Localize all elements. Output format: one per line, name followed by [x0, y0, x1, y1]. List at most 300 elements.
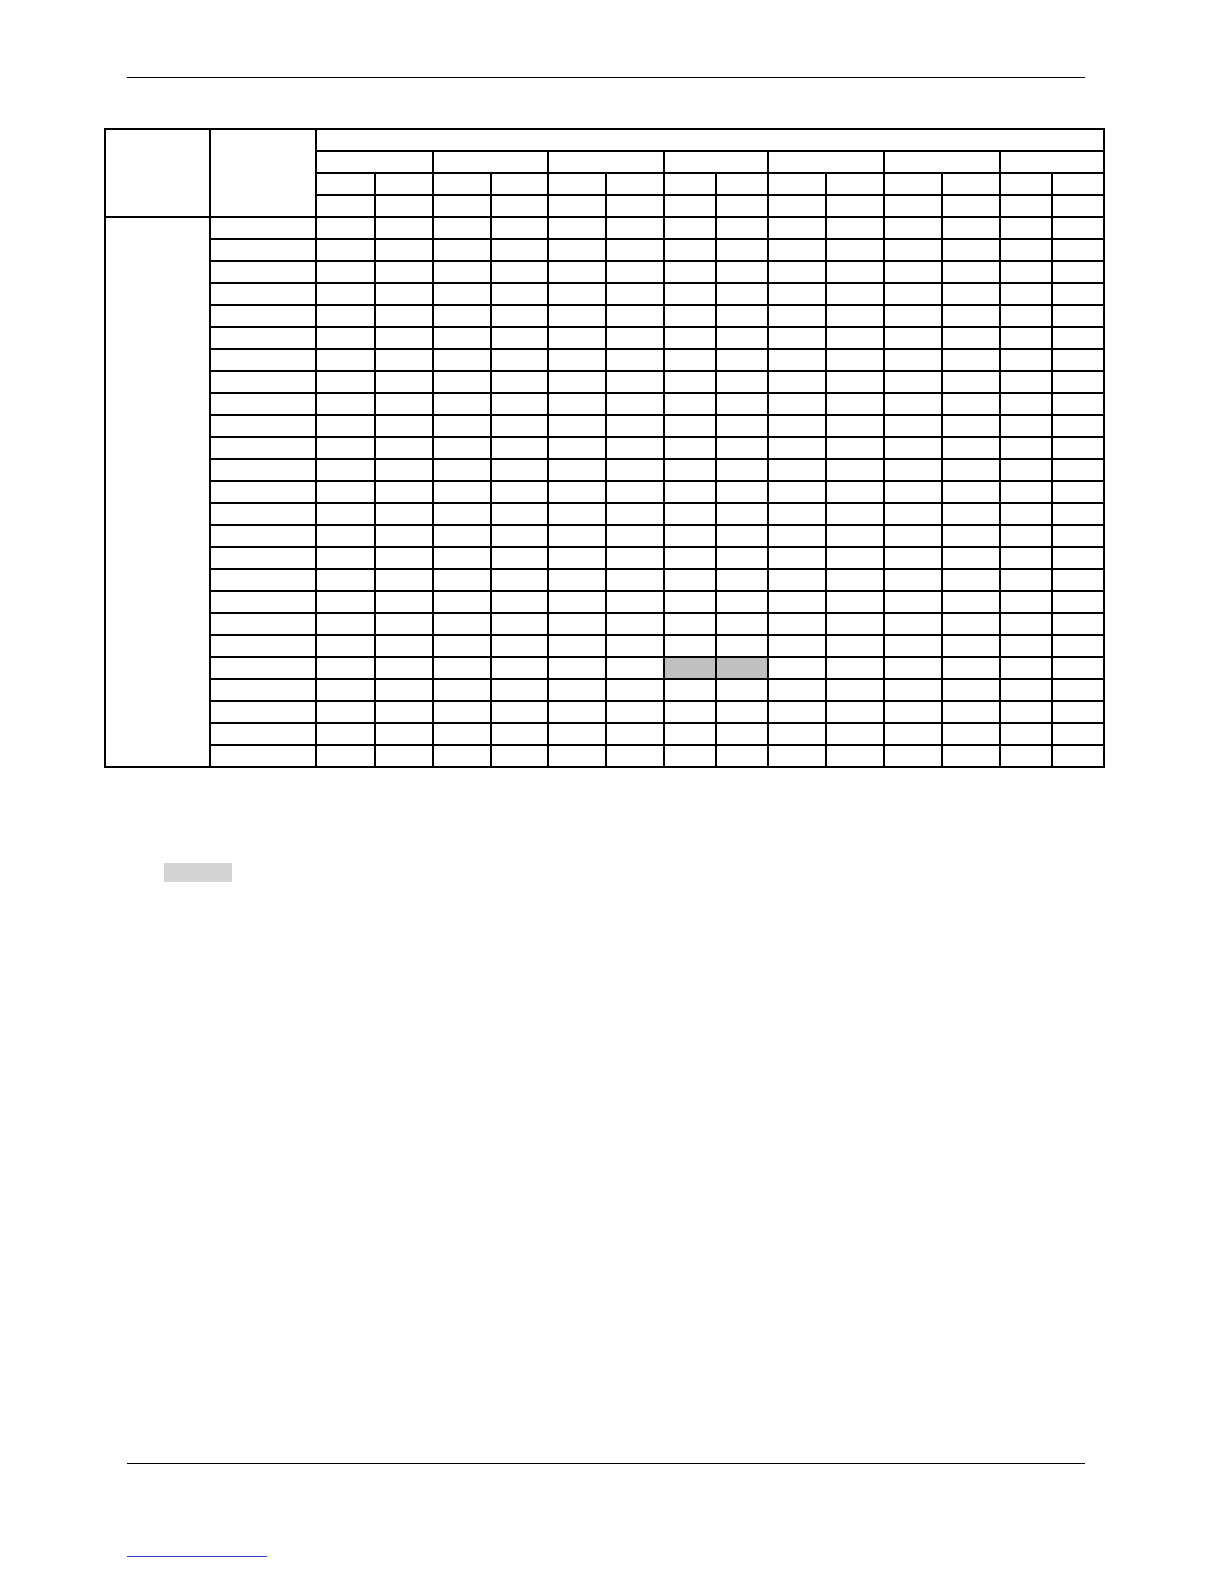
table-cell	[606, 217, 664, 239]
table-cell	[826, 349, 884, 371]
table-cell	[491, 261, 548, 283]
table-body	[105, 129, 1104, 767]
table-cell	[375, 371, 433, 393]
table-cell	[491, 481, 548, 503]
header-cell	[664, 173, 716, 195]
header-corner-cell	[105, 129, 210, 217]
table-cell	[942, 217, 1000, 239]
table-cell	[375, 217, 433, 239]
table-cell	[606, 393, 664, 415]
table-cell	[664, 393, 716, 415]
table-cell	[768, 305, 826, 327]
table-cell	[768, 437, 826, 459]
table-cell	[664, 327, 716, 349]
table-cell	[1052, 217, 1104, 239]
table-cell	[491, 701, 548, 723]
header-cell	[375, 195, 433, 217]
table-cell	[433, 459, 491, 481]
table-cell	[1052, 437, 1104, 459]
row-label-cell	[210, 745, 316, 767]
table-cell	[716, 679, 768, 701]
table-cell	[606, 679, 664, 701]
row-label-cell	[210, 305, 316, 327]
header-subgroup-cell	[768, 151, 884, 173]
table-row	[105, 283, 1104, 305]
table-cell	[716, 437, 768, 459]
table-cell	[1000, 261, 1052, 283]
table-cell	[664, 635, 716, 657]
table-cell	[606, 459, 664, 481]
table-cell	[664, 679, 716, 701]
table-cell	[1052, 481, 1104, 503]
table-cell	[942, 591, 1000, 613]
table-cell	[491, 723, 548, 745]
table-cell	[884, 613, 942, 635]
table-cell	[1000, 327, 1052, 349]
table-cell	[316, 745, 375, 767]
table-cell	[716, 723, 768, 745]
table-cell	[548, 569, 606, 591]
table-cell	[548, 371, 606, 393]
row-label-cell	[210, 437, 316, 459]
table-cell	[316, 723, 375, 745]
table-cell	[884, 371, 942, 393]
table-cell	[491, 437, 548, 459]
table-cell	[433, 745, 491, 767]
table-row	[105, 217, 1104, 239]
table-cell	[548, 745, 606, 767]
table-cell	[491, 217, 548, 239]
table-cell	[433, 679, 491, 701]
table-cell	[433, 701, 491, 723]
table-cell	[1000, 569, 1052, 591]
table-cell	[433, 591, 491, 613]
table-cell	[1052, 657, 1104, 679]
table-cell	[433, 371, 491, 393]
table-cell	[433, 657, 491, 679]
table-cell	[664, 569, 716, 591]
table-cell	[716, 393, 768, 415]
table-cell	[375, 547, 433, 569]
table-cell	[826, 415, 884, 437]
footer-rule	[127, 1463, 1085, 1464]
table-cell	[491, 239, 548, 261]
table-cell	[884, 679, 942, 701]
header-cell	[548, 195, 606, 217]
table-cell	[884, 503, 942, 525]
table-row	[105, 591, 1104, 613]
table-cell	[664, 283, 716, 305]
table-cell	[768, 503, 826, 525]
header-cell	[884, 195, 942, 217]
table-cell	[884, 393, 942, 415]
table-cell	[1052, 327, 1104, 349]
table-cell	[548, 701, 606, 723]
table-cell	[316, 701, 375, 723]
table-cell	[826, 327, 884, 349]
header-group-cell	[316, 129, 1104, 151]
table-cell	[768, 415, 826, 437]
table-cell	[548, 327, 606, 349]
table-row	[105, 349, 1104, 371]
data-table	[104, 128, 1105, 768]
table-cell	[316, 679, 375, 701]
table-cell	[664, 591, 716, 613]
table-cell	[375, 415, 433, 437]
table-cell	[316, 613, 375, 635]
row-label-cell	[210, 459, 316, 481]
table-cell	[433, 283, 491, 305]
table-cell	[375, 503, 433, 525]
table-cell	[826, 679, 884, 701]
table-cell	[942, 393, 1000, 415]
table-cell	[433, 613, 491, 635]
header-subgroup-cell	[1000, 151, 1104, 173]
table-cell	[884, 217, 942, 239]
table-cell-shaded	[664, 657, 716, 679]
header-cell	[606, 195, 664, 217]
header-cell	[716, 173, 768, 195]
table-cell	[826, 635, 884, 657]
table-cell	[768, 459, 826, 481]
table-cell	[884, 745, 942, 767]
table-cell	[716, 283, 768, 305]
table-cell	[768, 393, 826, 415]
header-subgroup-cell	[316, 151, 433, 173]
table-cell	[826, 239, 884, 261]
table-cell	[942, 503, 1000, 525]
table-row	[105, 261, 1104, 283]
table-cell	[664, 701, 716, 723]
table-cell	[491, 569, 548, 591]
table-row	[105, 503, 1104, 525]
table-cell	[884, 481, 942, 503]
row-label-cell	[210, 239, 316, 261]
table-cell	[768, 657, 826, 679]
table-cell	[716, 459, 768, 481]
table-cell	[768, 723, 826, 745]
table-cell	[716, 261, 768, 283]
table-cell	[884, 239, 942, 261]
table-cell	[491, 459, 548, 481]
table-cell	[316, 591, 375, 613]
table-cell	[884, 415, 942, 437]
table-cell	[491, 393, 548, 415]
table-cell	[942, 679, 1000, 701]
table-cell	[1052, 701, 1104, 723]
row-label-cell	[210, 481, 316, 503]
table-cell	[316, 415, 375, 437]
table-row	[105, 547, 1104, 569]
table-cell	[1000, 547, 1052, 569]
table-cell	[433, 569, 491, 591]
table-cell	[1000, 393, 1052, 415]
table-cell	[1052, 591, 1104, 613]
table-row	[105, 415, 1104, 437]
table-cell	[826, 437, 884, 459]
table-cell	[768, 525, 826, 547]
table-row	[105, 635, 1104, 657]
header-cell	[433, 173, 491, 195]
table-cell	[942, 481, 1000, 503]
table-cell	[375, 723, 433, 745]
table-cell	[375, 305, 433, 327]
row-label-cell	[210, 569, 316, 591]
table-cell	[716, 217, 768, 239]
table-row	[105, 525, 1104, 547]
table-cell	[548, 679, 606, 701]
row-group-cell	[105, 217, 210, 767]
table-cell	[942, 701, 1000, 723]
table-cell	[375, 481, 433, 503]
table-cell	[768, 745, 826, 767]
table-cell	[716, 371, 768, 393]
table-cell	[491, 415, 548, 437]
table-cell	[433, 305, 491, 327]
table-cell	[826, 393, 884, 415]
table-cell	[491, 547, 548, 569]
table-cell	[548, 635, 606, 657]
table-cell	[942, 239, 1000, 261]
header-subgroup-cell	[433, 151, 548, 173]
header-cell	[768, 195, 826, 217]
table-row	[105, 481, 1104, 503]
table-cell	[491, 349, 548, 371]
table-cell	[316, 657, 375, 679]
table-cell	[826, 525, 884, 547]
table-cell	[768, 239, 826, 261]
table-cell	[316, 525, 375, 547]
header-subgroup-cell	[664, 151, 768, 173]
table-cell	[548, 393, 606, 415]
table-cell	[768, 701, 826, 723]
table-cell	[491, 503, 548, 525]
table-cell	[884, 327, 942, 349]
table-cell	[433, 481, 491, 503]
table-cell	[606, 261, 664, 283]
row-label-cell	[210, 217, 316, 239]
row-label-cell	[210, 283, 316, 305]
table-cell	[606, 503, 664, 525]
table-row	[105, 305, 1104, 327]
table-cell	[548, 239, 606, 261]
table-cell	[316, 481, 375, 503]
table-cell	[316, 239, 375, 261]
header-cell	[826, 173, 884, 195]
table-cell	[716, 701, 768, 723]
table-cell	[1000, 635, 1052, 657]
table-cell	[826, 569, 884, 591]
table-cell	[1000, 283, 1052, 305]
table-cell	[1000, 613, 1052, 635]
table-cell	[606, 283, 664, 305]
table-cell	[548, 261, 606, 283]
table-cell	[1052, 415, 1104, 437]
table-row	[105, 239, 1104, 261]
table-cell	[1000, 701, 1052, 723]
table-cell	[884, 547, 942, 569]
table-cell	[716, 481, 768, 503]
header-cell	[375, 173, 433, 195]
header-subgroup-cell	[884, 151, 1000, 173]
table-cell	[1000, 745, 1052, 767]
table-cell	[768, 481, 826, 503]
table-cell	[606, 525, 664, 547]
header-cell	[316, 195, 375, 217]
highlighted-text-block	[164, 863, 232, 882]
header-cell	[942, 173, 1000, 195]
row-label-cell	[210, 591, 316, 613]
table-cell	[768, 261, 826, 283]
table-cell	[664, 239, 716, 261]
table-row	[105, 393, 1104, 415]
table-cell	[491, 635, 548, 657]
table-cell	[375, 679, 433, 701]
table-cell	[1052, 283, 1104, 305]
table-cell	[942, 745, 1000, 767]
table-cell	[664, 437, 716, 459]
table-cell	[433, 437, 491, 459]
table-cell	[942, 415, 1000, 437]
table-cell	[548, 283, 606, 305]
table-cell	[826, 745, 884, 767]
table-cell	[1000, 371, 1052, 393]
table-cell	[548, 547, 606, 569]
table-cell	[433, 261, 491, 283]
table-cell	[316, 503, 375, 525]
row-label-cell	[210, 393, 316, 415]
table-cell	[316, 283, 375, 305]
table-cell	[716, 349, 768, 371]
table-cell	[942, 635, 1000, 657]
table-cell	[716, 415, 768, 437]
table-cell	[826, 657, 884, 679]
table-cell	[606, 723, 664, 745]
table-cell	[375, 591, 433, 613]
table-cell	[1000, 723, 1052, 745]
table-cell	[1052, 745, 1104, 767]
table-cell	[942, 723, 1000, 745]
table-cell	[433, 547, 491, 569]
table-cell	[716, 547, 768, 569]
table-cell	[491, 657, 548, 679]
table-cell	[548, 415, 606, 437]
table-cell	[664, 547, 716, 569]
table-cell	[768, 327, 826, 349]
table-cell	[768, 283, 826, 305]
table-cell	[884, 459, 942, 481]
table-cell	[1000, 481, 1052, 503]
table-cell	[1052, 613, 1104, 635]
table-cell	[433, 723, 491, 745]
table-cell	[433, 327, 491, 349]
table-cell	[606, 613, 664, 635]
table-cell	[548, 613, 606, 635]
table-cell	[375, 283, 433, 305]
table-cell	[316, 327, 375, 349]
table-cell	[884, 591, 942, 613]
row-label-cell	[210, 525, 316, 547]
table-cell	[664, 261, 716, 283]
table-cell	[316, 217, 375, 239]
table-cell	[768, 349, 826, 371]
footer-link[interactable]	[127, 1556, 267, 1557]
table-cell	[433, 349, 491, 371]
table-cell	[1000, 415, 1052, 437]
table-cell	[826, 503, 884, 525]
table-row	[105, 613, 1104, 635]
header-cell	[1000, 173, 1052, 195]
row-label-cell	[210, 349, 316, 371]
table-cell	[664, 481, 716, 503]
table-cell	[491, 327, 548, 349]
table-cell	[548, 503, 606, 525]
table-cell	[826, 305, 884, 327]
table-cell	[664, 723, 716, 745]
table-cell	[942, 283, 1000, 305]
table-cell	[433, 239, 491, 261]
table-cell	[606, 591, 664, 613]
table-cell	[716, 569, 768, 591]
table-cell	[768, 591, 826, 613]
header-cell	[716, 195, 768, 217]
header-cell	[491, 195, 548, 217]
row-label-cell	[210, 701, 316, 723]
table-cell	[433, 415, 491, 437]
table-cell	[768, 371, 826, 393]
table-cell	[768, 569, 826, 591]
header-row	[105, 129, 1104, 151]
table-cell	[1052, 503, 1104, 525]
table-cell	[316, 569, 375, 591]
table-cell	[606, 349, 664, 371]
table-cell	[768, 635, 826, 657]
table-cell	[1052, 569, 1104, 591]
table-cell	[884, 437, 942, 459]
table-cell	[716, 503, 768, 525]
table-cell	[826, 283, 884, 305]
table-cell	[716, 591, 768, 613]
table-cell	[491, 283, 548, 305]
table-cell	[942, 525, 1000, 547]
table-cell	[942, 613, 1000, 635]
table-cell	[606, 437, 664, 459]
row-label-cell	[210, 415, 316, 437]
header-cell	[768, 173, 826, 195]
table-cell	[664, 459, 716, 481]
table-cell	[664, 217, 716, 239]
table-row	[105, 437, 1104, 459]
table-cell	[316, 393, 375, 415]
table-cell	[884, 525, 942, 547]
table-cell	[375, 437, 433, 459]
table-cell	[375, 569, 433, 591]
table-cell	[942, 327, 1000, 349]
table-cell	[316, 261, 375, 283]
table-row	[105, 569, 1104, 591]
table-cell	[1052, 547, 1104, 569]
table-row	[105, 459, 1104, 481]
table-cell	[664, 371, 716, 393]
table-cell	[942, 547, 1000, 569]
row-label-cell	[210, 327, 316, 349]
table-cell	[664, 745, 716, 767]
table-cell	[375, 393, 433, 415]
table-cell	[606, 635, 664, 657]
table-cell	[1000, 591, 1052, 613]
row-label-cell	[210, 503, 316, 525]
table-cell	[942, 349, 1000, 371]
